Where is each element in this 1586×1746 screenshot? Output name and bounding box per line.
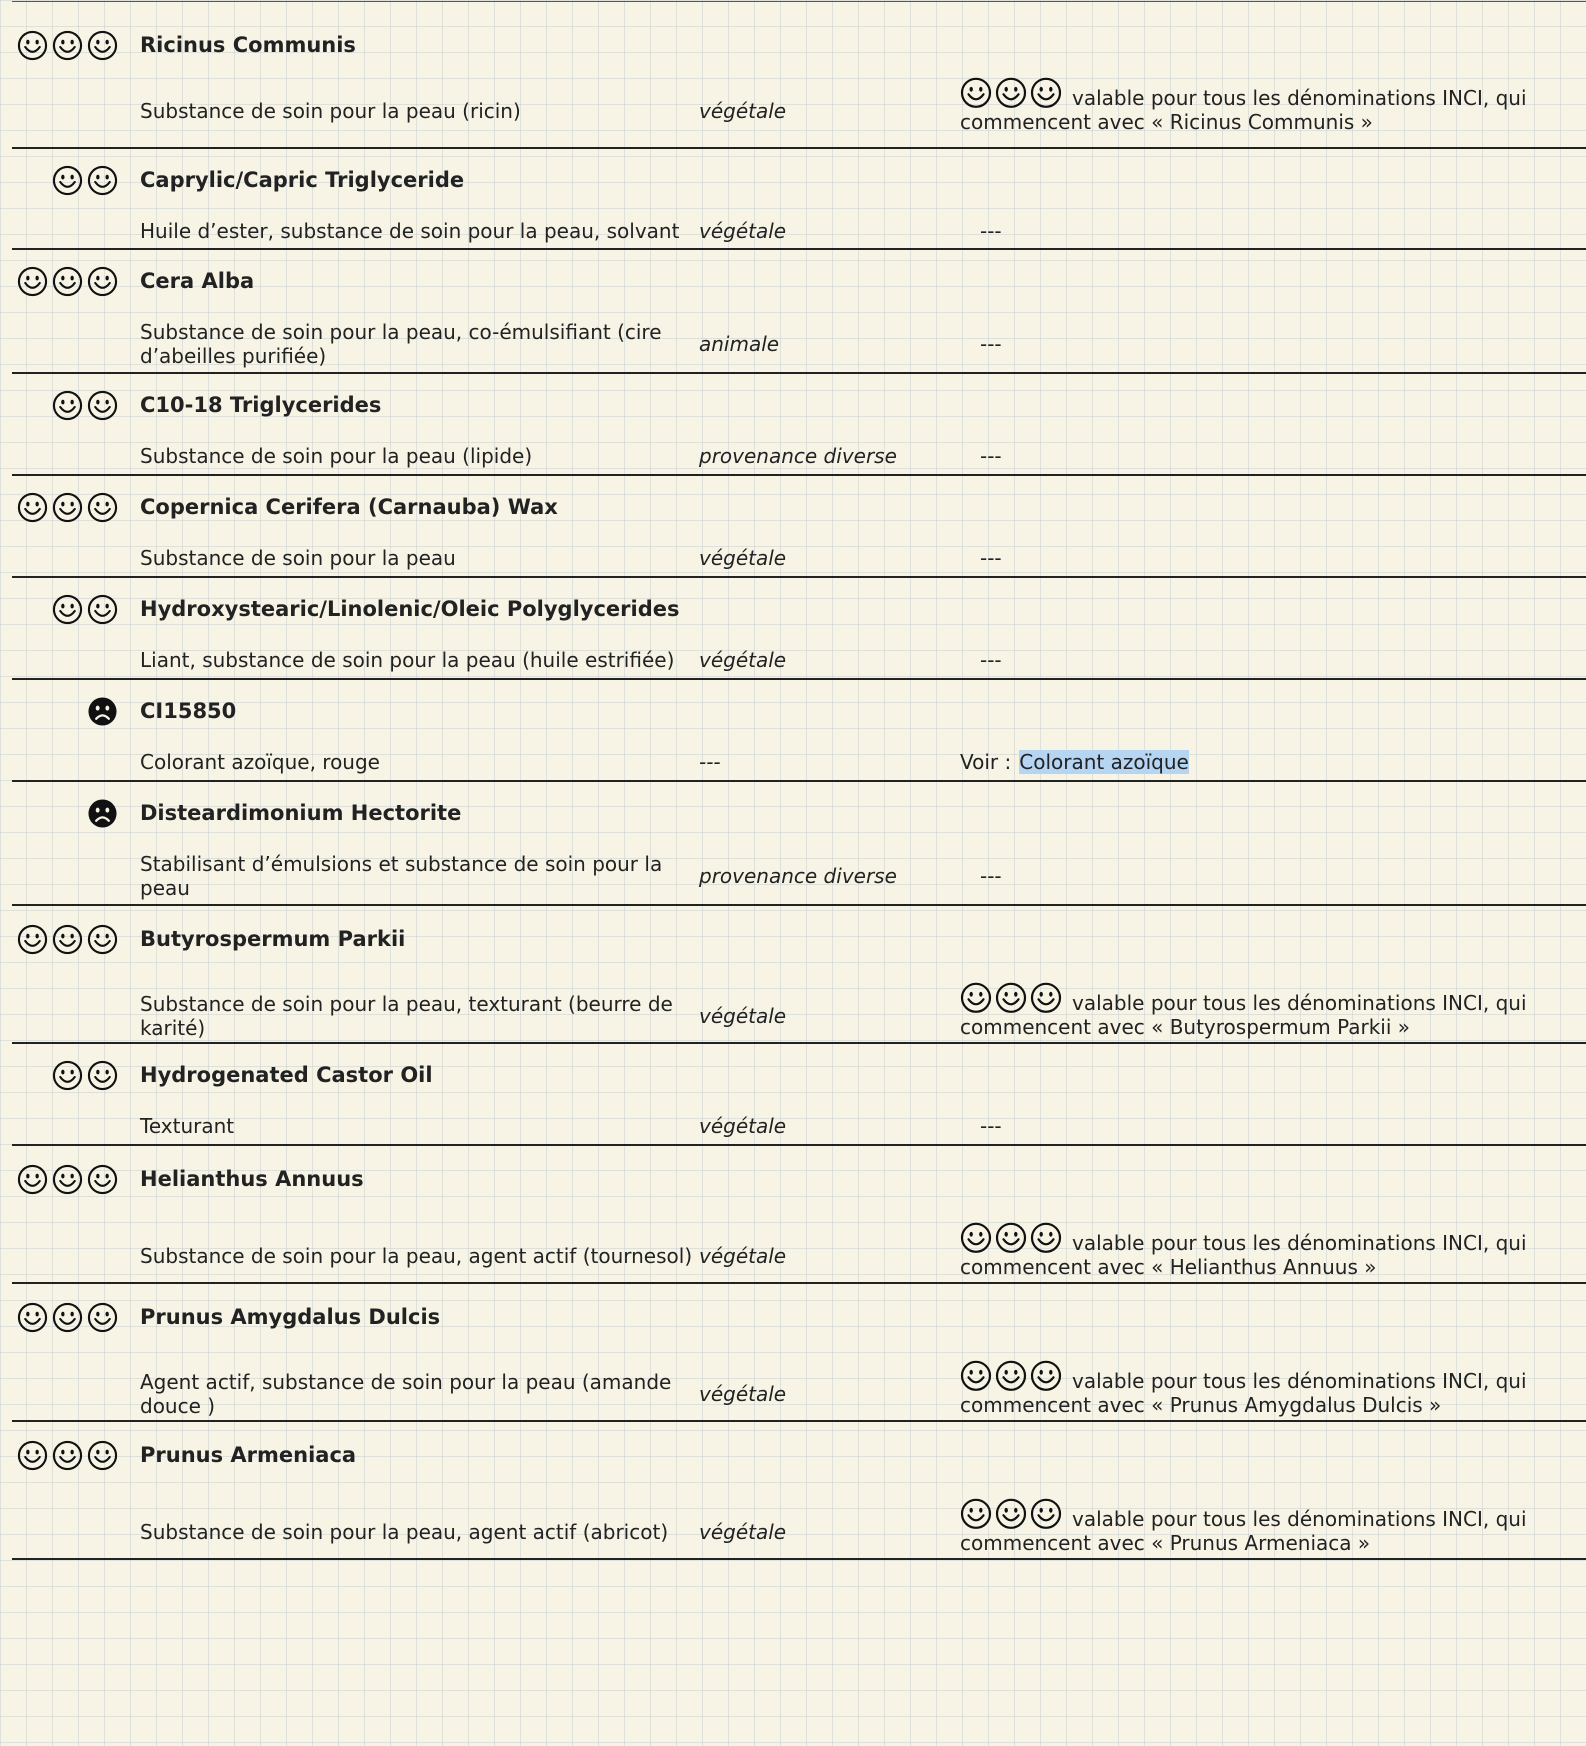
see-also-label: Voir : [960, 750, 1012, 774]
smiley-face-icon [52, 30, 83, 61]
note-empty: --- [980, 546, 1002, 570]
ingredient-origin: animale [699, 332, 780, 356]
inci-note [960, 1360, 1580, 1417]
smiley-face-icon [52, 924, 83, 955]
smiley-face-icon [995, 1222, 1027, 1254]
smiley-face-icon [87, 30, 118, 61]
smiley-face-icon [52, 1440, 83, 1471]
ingredient-row [12, 906, 1586, 1044]
note-rating [960, 982, 1062, 1014]
ingredient-origin: provenance diverse [699, 864, 897, 888]
ingredient-origin: végétale [699, 219, 787, 243]
rating [52, 594, 118, 625]
sad-face-icon [87, 798, 118, 829]
ingredient-description: Stabilisant d’émulsions et substance de soin pour la peau [140, 852, 663, 900]
smiley-face-icon [1030, 1498, 1062, 1530]
smiley-face-icon [87, 1440, 118, 1471]
note-rating [960, 1498, 1062, 1530]
ingredient-description: Colorant azoïque, rouge [140, 750, 380, 774]
smiley-face-icon [52, 165, 83, 196]
smiley-face-icon [960, 982, 992, 1014]
smiley-face-icon [1030, 1360, 1062, 1392]
ingredient-origin: végétale [699, 1114, 787, 1138]
smiley-face-icon [52, 1164, 83, 1195]
smiley-face-icon [960, 1360, 992, 1392]
note-rating [960, 77, 1062, 109]
ingredient-origin: végétale [699, 1244, 787, 1268]
rating [52, 1060, 118, 1091]
inci-note [960, 1498, 1580, 1555]
ingredient-origin: --- [699, 750, 721, 774]
ingredient-description: Agent actif, substance de soin pour la peau (amande douce ) [140, 1370, 672, 1418]
smiley-face-icon [17, 266, 48, 297]
smiley-face-icon [1030, 77, 1062, 109]
ingredient-name: Caprylic/Capric Triglyceride [140, 168, 465, 192]
ingredient-name: CI15850 [140, 699, 237, 723]
inci-note-text: valable pour tous les dénominations INCI, qui commencent avec « Ricinus Communis » [960, 85, 1527, 134]
ingredient-description: Substance de soin pour la peau, agent actif (tournesol) [140, 1244, 693, 1268]
ingredient-origin: végétale [699, 1382, 787, 1406]
see-also-note [960, 750, 1580, 774]
smiley-face-icon [995, 982, 1027, 1014]
smiley-face-icon [52, 492, 83, 523]
rating [17, 924, 118, 955]
rating [17, 266, 118, 297]
ingredient-name: Disteardimonium Hectorite [140, 801, 462, 825]
ingredient-row [12, 782, 1586, 906]
smiley-face-icon [87, 1302, 118, 1333]
smiley-face-icon [52, 594, 83, 625]
smiley-face-icon [87, 594, 118, 625]
smiley-face-icon [17, 1440, 48, 1471]
note-empty: --- [980, 332, 1002, 356]
ingredient-row [12, 374, 1586, 476]
note-empty: --- [980, 444, 1002, 468]
ingredient-name: Prunus Amygdalus Dulcis [140, 1305, 441, 1329]
ingredient-row [12, 1044, 1586, 1146]
smiley-face-icon [52, 390, 83, 421]
note-rating [960, 1222, 1062, 1254]
smiley-face-icon [87, 924, 118, 955]
ingredient-name: Hydrogenated Castor Oil [140, 1063, 433, 1087]
ingredient-description: Substance de soin pour la peau [140, 546, 456, 570]
rating [17, 1440, 118, 1471]
ingredient-origin: végétale [699, 99, 787, 123]
ingredient-row [12, 1284, 1586, 1422]
smiley-face-icon [87, 390, 118, 421]
ingredient-origin: végétale [699, 648, 787, 672]
ingredient-description: Substance de soin pour la peau, co-émulsifiant (cire d’abeilles purifiée) [140, 320, 662, 368]
note-empty: --- [980, 219, 1002, 243]
ingredient-description: Substance de soin pour la peau (lipide) [140, 444, 533, 468]
smiley-face-icon [17, 924, 48, 955]
ingredient-origin: végétale [699, 546, 787, 570]
sad-face-icon [87, 696, 118, 727]
smiley-face-icon [87, 1060, 118, 1091]
note-rating [960, 1360, 1062, 1392]
inci-note-text: valable pour tous les dénominations INCI, qui commencent avec « Helianthus Annuus » [960, 1230, 1527, 1279]
ingredient-list [12, 1, 1586, 1560]
smiley-face-icon [17, 1302, 48, 1333]
ingredient-origin: végétale [699, 1520, 787, 1544]
note-empty: --- [980, 864, 1002, 888]
ingredient-row [12, 476, 1586, 578]
smiley-face-icon [52, 266, 83, 297]
ingredient-description: Huile d’ester, substance de soin pour la peau, solvant [140, 219, 680, 243]
smiley-face-icon [1030, 982, 1062, 1014]
smiley-face-icon [17, 1164, 48, 1195]
rating [52, 390, 118, 421]
ingredient-description: Substance de soin pour la peau, texturant (beurre de karité) [140, 992, 673, 1040]
rating [17, 30, 118, 61]
rating [17, 492, 118, 523]
ingredient-row [12, 149, 1586, 250]
inci-note-text: valable pour tous les dénominations INCI, qui commencent avec « Prunus Armeniaca » [960, 1506, 1527, 1555]
see-also-link[interactable]: Colorant azoïque [1019, 750, 1189, 774]
smiley-face-icon [995, 1360, 1027, 1392]
ingredient-row [12, 1422, 1586, 1560]
smiley-face-icon [87, 165, 118, 196]
ingredient-name: Butyrospermum Parkii [140, 927, 406, 951]
smiley-face-icon [960, 1222, 992, 1254]
ingredient-description: Texturant [140, 1114, 235, 1138]
smiley-face-icon [87, 492, 118, 523]
ingredient-name: Prunus Armeniaca [140, 1443, 357, 1467]
smiley-face-icon [87, 1164, 118, 1195]
ingredient-origin: végétale [699, 1004, 787, 1028]
ingredient-name: Copernica Cerifera (Carnauba) Wax [140, 495, 558, 519]
smiley-face-icon [1030, 1222, 1062, 1254]
ingredient-row [12, 680, 1586, 782]
smiley-face-icon [960, 1498, 992, 1530]
ingredient-name: Hydroxystearic/Linolenic/Oleic Polyglycerides [140, 597, 680, 621]
note-empty: --- [980, 648, 1002, 672]
inci-note-text: valable pour tous les dénominations INCI, qui commencent avec « Prunus Amygdalus Dulcis » [960, 1368, 1527, 1417]
ingredient-name: C10-18 Triglycerides [140, 393, 382, 417]
ingredient-description: Substance de soin pour la peau, agent actif (abricot) [140, 1520, 669, 1544]
smiley-face-icon [17, 492, 48, 523]
rating [87, 798, 118, 829]
ingredient-name: Helianthus Annuus [140, 1167, 364, 1191]
inci-note [960, 1222, 1580, 1279]
smiley-face-icon [52, 1302, 83, 1333]
inci-note [960, 77, 1580, 134]
rating [87, 696, 118, 727]
inci-note [960, 982, 1580, 1039]
smiley-face-icon [995, 77, 1027, 109]
ingredient-row [12, 578, 1586, 680]
smiley-face-icon [52, 1060, 83, 1091]
smiley-face-icon [17, 30, 48, 61]
ingredient-name: Ricinus Communis [140, 33, 356, 57]
rating [52, 165, 118, 196]
ingredient-row [12, 250, 1586, 374]
note-empty: --- [980, 1114, 1002, 1138]
ingredient-row [12, 1146, 1586, 1284]
smiley-face-icon [960, 77, 992, 109]
ingredient-origin: provenance diverse [699, 444, 897, 468]
ingredient-description: Substance de soin pour la peau (ricin) [140, 99, 521, 123]
smiley-face-icon [87, 266, 118, 297]
rating [17, 1164, 118, 1195]
smiley-face-icon [995, 1498, 1027, 1530]
rating [17, 1302, 118, 1333]
inci-note-text: valable pour tous les dénominations INCI, qui commencent avec « Butyrospermum Parkii » [960, 990, 1527, 1039]
ingredient-name: Cera Alba [140, 269, 255, 293]
ingredient-row [12, 2, 1586, 149]
ingredient-description: Liant, substance de soin pour la peau (huile estrifiée) [140, 648, 675, 672]
